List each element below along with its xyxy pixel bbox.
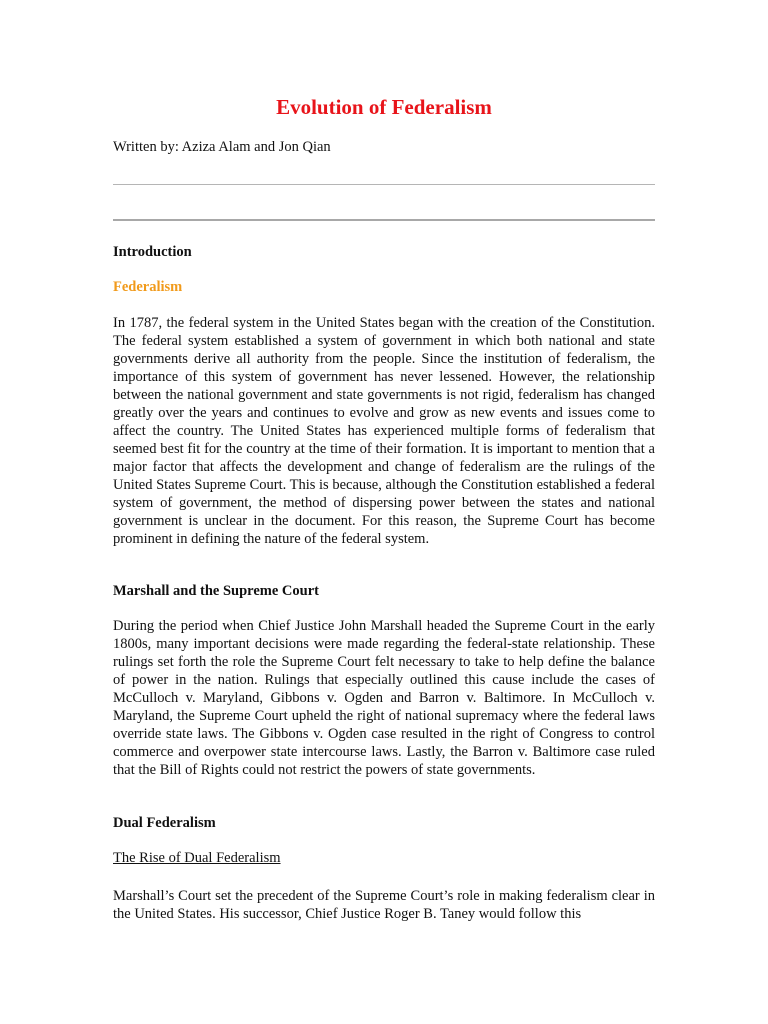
section-heading-dual-federalism: Dual Federalism xyxy=(113,815,216,831)
subheading-rise-of-dual-federalism: The Rise of Dual Federalism xyxy=(113,850,281,866)
paragraph-marshall: During the period when Chief Justice John Marshall headed the Supreme Court in the early 1800s, many important decisions were made regarding the federal-state relationship. These rulings set forth the role the Supreme Court felt necessary to take to help define the balance of power in the nation. Rulings that especially outlined this cause include the cases of McCulloch v. Maryland, Gibbons v. Ogden and Barron v. Baltimore. In McCulloch v. Maryland, the Supreme Court upheld the right of national supremacy where the federal laws override state laws. The Gibbons v. Ogden case resulted in the right of Congress to control commerce and overpower state intercourse laws. Lastly, the Barron v. Baltimore case ruled that the Bill of Rights could not restrict the powers of state governments. xyxy=(113,618,655,778)
divider-top xyxy=(113,184,655,185)
document-title: Evolution of Federalism xyxy=(276,95,492,119)
section-heading-marshall: Marshall and the Supreme Court xyxy=(113,583,319,599)
subheading-federalism: Federalism xyxy=(113,279,183,295)
section-heading-introduction: Introduction xyxy=(113,244,192,260)
paragraph-rise: Marshall’s Court set the precedent of the Supreme Court’s role in making federalism clear in the United States. His successor, Chief Justice Roger B. Taney would follow this xyxy=(113,888,655,922)
byline: Written by: Aziza Alam and Jon Qian xyxy=(113,139,331,155)
divider-bottom xyxy=(113,219,655,221)
paragraph-introduction: In 1787, the federal system in the United States began with the creation of the Constitution. The federal system established a system of government in which both national and state governments derive all authority from the people. Since the institution of federalism, the importance of this system of government has never lessened. However, the relationship between the national government and state governments is not rigid, federalism has changed greatly over the years and continues to evolve and grow as new events and issues come to affect the country. The United States has experienced multiple forms of federalism that seemed best fit for the country at the time of their formation. It is important to mention that a major factor that affects the development and change of federalism are the rulings of the United States Supreme Court. This is because, although the Constitution established a federal system of government, the method of dispersing power between the states and national government is unclear in the document. For this reason, the Supreme Court has become prominent in defining the nature of the federal system. xyxy=(113,315,655,547)
